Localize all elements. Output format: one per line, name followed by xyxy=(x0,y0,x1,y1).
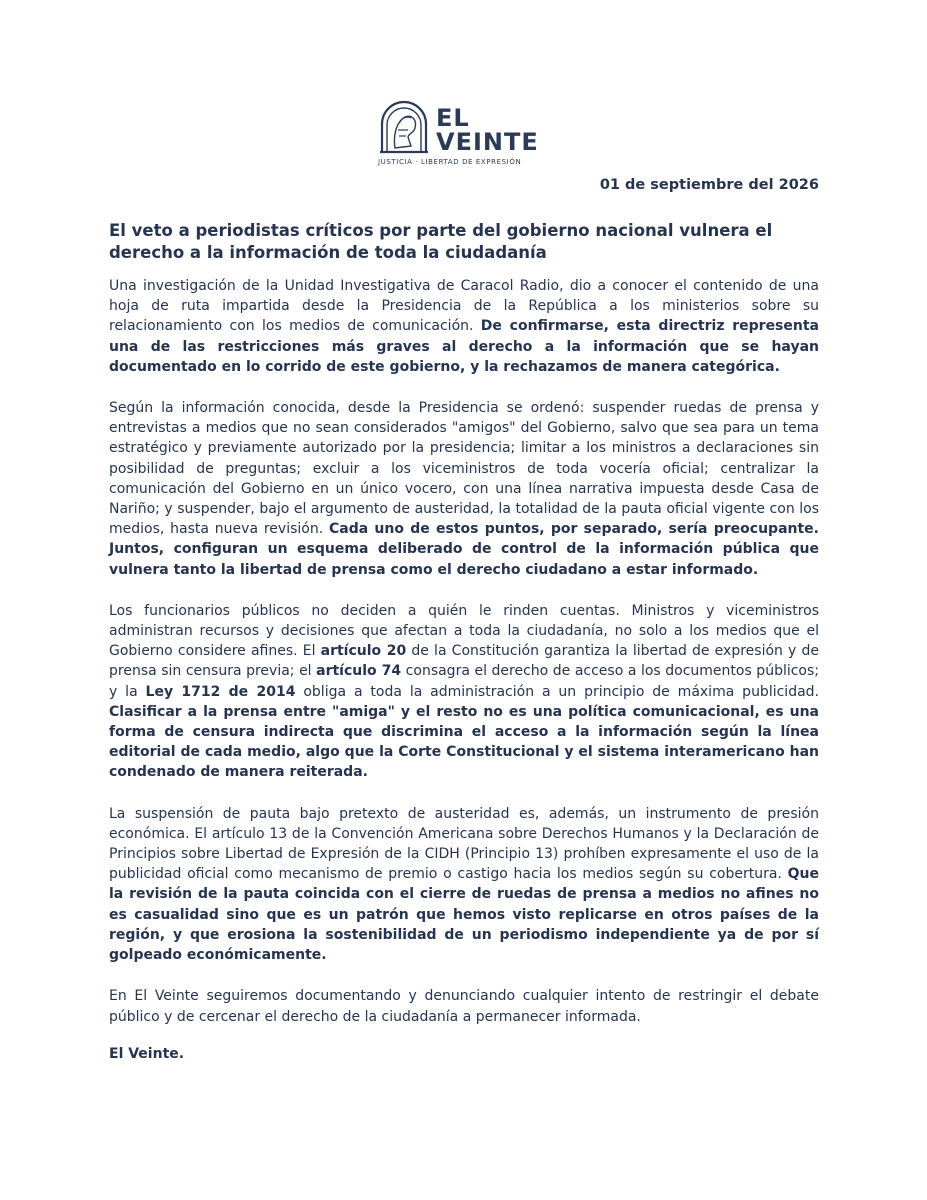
paragraph-3-bold: Clasificar a la prensa entre "amiga" y el resto no es una política comunicacional, es una forma de censura indirecta que discrimina el acceso a la información según la línea editorial de cada medio, algo que la Corte Constitucional y el sistema interamericano han condenado de manera reiterada. xyxy=(109,703,819,781)
logo-word-el: EL xyxy=(436,104,470,132)
article-74-ref: artículo 74 xyxy=(316,663,402,680)
paragraph-3-text-b: de la Constitución garantiza la libertad de expresión y de prensa sin censura previa; el xyxy=(109,643,819,680)
paragraph-2-bold: Cada uno de estos puntos, por separado, sería preocupante. Juntos, configuran un esquema deliberado de control de la información pública que vulnera tanto la libertad de prensa como el derecho ciudadano a estar informado. xyxy=(109,521,819,578)
paragraph-2-text: Según la información conocida, desde la Presidencia se ordenó: suspender ruedas de prensa y entrevistas a medios que no sean considerados "amigos" del Gobierno, salvo que sea para un tema estratégico y previamente autorizado por la presidencia; limitar a los ministros a declaraciones sin posibilidad de preguntas; excluir a los viceministros de toda vocería oficial; centralizar la comunicación del Gobierno en un único vocero, con una línea narrativa impuesta desde Casa de Nariño; y suspender, bajo el argumento de austeridad, la totalidad de la pauta oficial vigente con los medios, hasta nueva revisión. xyxy=(109,400,819,538)
paragraph-3-text-d: obliga a toda la administración a un principio de máxima publicidad. xyxy=(295,683,819,700)
paragraph-3-text-c: consagra el derecho de acceso a los documentos públicos; y la xyxy=(109,663,820,700)
el-veinte-logo xyxy=(378,100,558,172)
paragraph-5: En El Veinte seguiremos documentando y denunciando cualquier intento de restringir el debate público y de cercenar el derecho de la ciudadanía a permanecer informada. xyxy=(109,988,819,1025)
paragraph-4-text: La suspensión de pauta bajo pretexto de austeridad es, además, un instrumento de presión económica. El artículo 13 de la Convención Americana sobre Derechos Humanos y la Declaración de Principios sobre Libertad de Expresión de la CIDH (Principio 13) prohíben expresamente el uso de la publicidad oficial como mecanismo de premio o castigo hacia los medios según su cobertura. xyxy=(109,805,819,883)
paragraph-1 xyxy=(109,276,819,377)
release-body xyxy=(109,220,819,1085)
signature: El Veinte. xyxy=(109,1045,185,1062)
paragraph-1-text: Una investigación de la Unidad Investigativa de Caracol Radio, dio a conocer el contenido de una hoja de ruta impartida desde la Presidencia de la República a los ministerios sobre su relacionamiento con los medios de comunicación. xyxy=(109,278,819,335)
paragraph-2 xyxy=(109,398,819,580)
article-20-ref: artículo 20 xyxy=(320,643,407,660)
law-1712-ref: Ley 1712 de 2014 xyxy=(145,683,296,700)
paragraph-4-bold: Que la revisión de la pauta coincida con el cierre de ruedas de prensa a medios no afines no es casualidad sino que es un patrón que hemos visto replicarse en otros países de la región, y que erosiona la sostenibilidad de un periodismo independiente ya de por sí golpeado económicamente. xyxy=(109,866,819,964)
release-date: 01 de septiembre del 2026 xyxy=(599,177,819,193)
logo-word-veinte: VEINTE xyxy=(436,128,539,156)
paragraph-1-bold: De confirmarse, esta directriz representa una de las restricciones más graves al derecho a la información que se hayan documentado en lo corrido de este gobierno, y la rechazamos de manera categórica. xyxy=(109,318,819,375)
paragraph-3 xyxy=(109,601,819,783)
paragraph-3-text-a: Los funcionarios públicos no deciden a quién le rinden cuentas. Ministros y viceministros administran recursos y decisiones que afectan a toda la ciudadanía, no solo a los medios que el Gobierno considere afines. El xyxy=(109,602,819,660)
release-title: El veto a periodistas críticos por parte del gobierno nacional vulnera el derecho a la información de toda la ciudadanía xyxy=(109,221,773,262)
paragraph-4 xyxy=(109,804,819,966)
helmet-arch-icon xyxy=(378,100,430,154)
logo-tagline: JUSTICIA · LIBERTAD DE EXPRESIÓN xyxy=(378,158,522,166)
